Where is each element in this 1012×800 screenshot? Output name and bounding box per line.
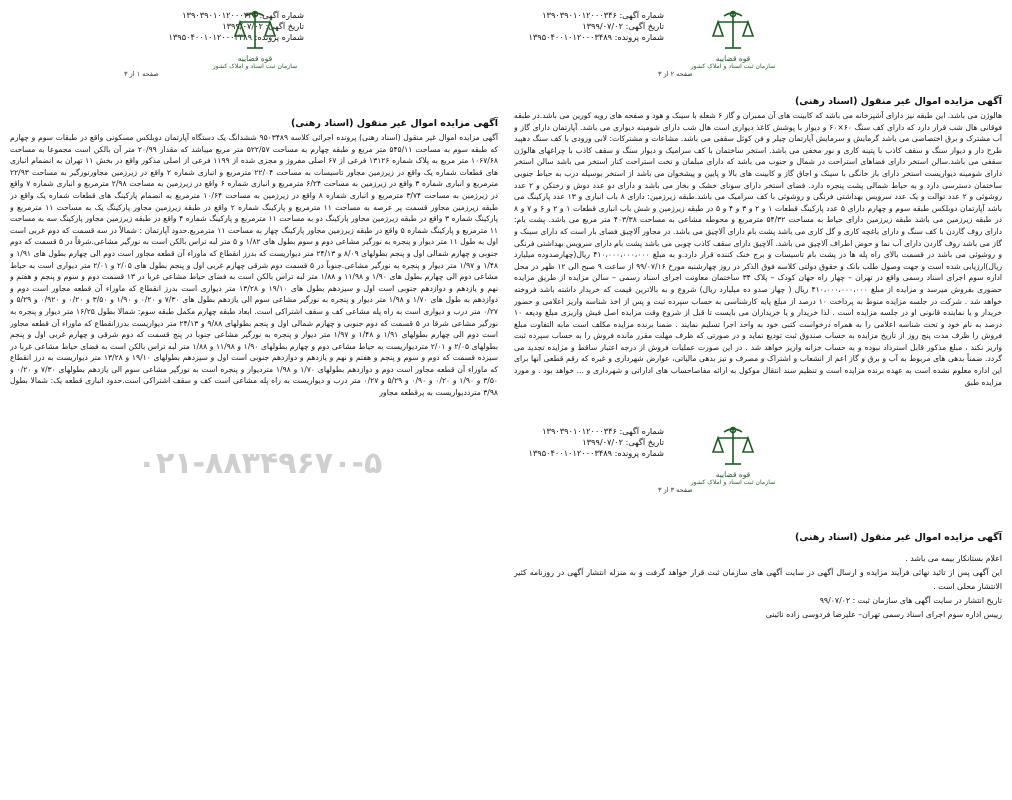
case-number: شماره پرونده: ۱۳۹۵۰۴۰۰۱۰۱۲۰۰۰۳۴۸۹ — [168, 32, 304, 42]
emblem-icon — [232, 8, 278, 54]
org-subtitle: سازمان ثبت اسناد و املاک کشور — [212, 63, 298, 70]
judiciary-emblem — [688, 424, 778, 496]
notice-number: شماره آگهی: ۱۳۹۰۳۹۰۱۰۱۲۰۰۰۳۴۶ — [542, 10, 664, 20]
org-name: قوه قضاییه — [715, 54, 751, 63]
page-number: صفحه ۲ از ۳ — [658, 70, 693, 78]
judiciary-emblem — [210, 8, 300, 80]
page-three — [508, 422, 1008, 622]
case-number: شماره پرونده: ۱۳۹۵۰۴۰۰۱۰۱۲۰۰۰۳۴۸۹ — [528, 448, 664, 458]
emblem-icon — [710, 424, 756, 470]
page-one — [4, 6, 504, 486]
notice-date: تاریخ آگهی: ۱۳۹۹/۰۷/۰۲ — [582, 437, 664, 447]
notice-body: آگهی مزایده اموال غیر منقول (اسناد رهنی) پرونده اجرائی کلاسه ۹۵۰۳۴۸۹ ششدانگ یک دستگاه آپارتمان دوبلکس مسکونی واقع در طبقات سوم و چهارم که طبقه سوم به مساحت ۵۴۵/۱۱ متر مربع و طبقه چهارم به مساحت ۵۲۲/۵۷ متر مربع میباشد که مقدار ۲۰/۹۹ متر آن بالکن است مجموعا به مساحت ۱۰۶۷/۶۸ متر مربع به پلاک شماره ۱۳۱۲۶ فرعی از ۶۷ اصلی مفروز و مجزی شده از ۱۱۹۹ فرعی از اصلی مذکور واقع در بخش ۱۱ تهران به انضمام انباری های قطعات شماره یک واقع در زیرزمین مجاور تاسیسات به مساحت ۲۲/۰۴ مترمربع و انباری شماره ۲ واقع در زیرزمین مجاورنورگیر به مساحت ۲۲/۹۳ مترمربع و انباری شماره ۳ واقع در زیرزمین به مساحت ۶/۲۴ مترمربع و انباری شماره ۶ واقع در زیرزمین به مساحت ۲/۹۸ مترمربع و انباری شماره ۷ واقع در زیرزمین به مساحت ۳/۷۴ مترمربع و انباری شماره ۸ واقع در زیرزمین به مساحت ۱۰/۶۴ مترمربع به انضمام پارکینگ های قطعات شماره یک واقع در طبقه زیرزمین مجاور قسمت پر عرصه به مساحت ۱۱ مترمربع و پارکینگ شماره ۲ واقع در طبقه زیرزمین مجاور پارکینگ یک به مساحت ۱۱ مترمربع و پارکینگ شماره ۳ واقع در طبقه زیرزمین مجاور پارکینگ دو به مساحت ۱۱ مترمربع و پارکینگ شماره ۴ واقع در طبقه زیرزمین مجاور پارکینگ سه به مساحت ۱۱ مترمربع و پارکینگ شماره ۵ واقع در طبقه زیرزمین مجاور پارکینگ چهار به مساحت ۱۱ مترمربع.حدود آپارتمان : شمالاً در سه قسمت که دوم غربی است اول به طول ۱۱ متر دیوار و پنجره به نورگیر مشاعی دوم و سوم بطول های ۱/۸۲ و ۵ متر لبه تراس بالکن است به نورگیر مشاعی.شرقاً در ۵ قسمت که دوم جنوبی و چهارم شمالی اول و پنجم بطولهای ۸/۰۹ و ۲۴/۱۳ متر دیواریست که بدرز انقطاع که ماوراء آن قطعه مجاور است دوم الی چهارم بطول های ۱/۹۱ و ۱/۴۸ و ۱/۹۷ متر دیوار و پنجره به نورگیر مشاعی.جنوباً در ۵ قسمت دوم شرقی چهارم غربی اول و پنجم بطول های ۲/۰۵ و ۲/۰۱ متر دیواری است به حیاط مشاعی دوم الی چهارم بطول های ۱/۹۰ و ۱۱/۹۸ و ۱/۸۸ متر لبه تراس بالکن است به فضای حیاط مشاعی غربا در ۱۳ قسمت دوم و سوم و پنجم و هفتم و نهم و یازدهم و دوازدهم جنوبی است اول و سیزدهم بطول های ۱۹/۱۰ و ۱۳/۲۸ متر دیواری است بدرز انقطاع که ماوراء آن قطعه مجاور است دوم و دوازدهم به طول های ۱/۷۰ و ۱/۹۸ متر دیوار و پنجره به نورگیر مشاعی سوم الی یازدهم بطول های ۷/۳۰ و ۰/۲۰ و ۱/۹۰ و ۳/۵۰ و ۰/۲۰ و ۰/۹۲۰ و ۵/۲۹ و ۰/۲۷ متر درب و دیواری است به راه پله مشاعی کف و سقف اشتراکی است. ابعاد طبقه چهارم مکمل طبقه سوم: شمالا بطول ۱۶/۲۵ متر دیوار و پنجره به نورگیر مشاعی شرقا در ۵ قسمت که دوم جنوبی و چهارم شمالی اول و پنجم بطولهای ۹/۸۸ و ۲۴/۱۳ متر دیواریست بدرزانقطاع که ماوراء آن قطعه مجاور است دوم الی چهارم بطولهای ۱/۹۱ و ۱/۴۸ و ۱/۹۷ متر دیوار و پنجره به نورگیر مشاعی جنوبا در پنج قسمت که دوم شرقی و چهارم غربی اول و پنجم بطولهای ۲/۰۵ و ۲/۰۱ متردیواریست به حیاط مشاعی دوم و چهارم بطولهای ۱/۹۰ و ۱۱/۹۸ و ۱/۸۸ متر لبه تراس بالکن است به فضای حیاط مشاعی غربا در سیزده قسمت که دوم و سوم و پنجم و هفتم و نهم و یازدهم و دوازدهم جنوبی است اول و سیزدهم بطولهای ۱۹/۱۰ و ۱۳/۲۸ متر دیواریست به درز انقطاع که ماوراء آن قطعه مجاور است دوم و دوازدهم بطولهای ۱/۷۰ و ۱/۹۸ متردیوار و پنجره است به نورگیر مشاعی سوم الی یازدهم بطولهای ۷/۳۰ و ۰/۲۰ و ۳/۵۰ و ۱/۹۰ و ۰/۲۰ و ۰/۹۰ و ۵/۲۹ و ۰/۲۷ متر درب و دیواریست به راه پله مشاعی است کف و سقف اشتراکی است.حدود انباری قطعه یک: شمالا بطول ۳/۹۸ مترددیواریست به پرقطعه مجاور — [10, 133, 498, 398]
page-number: صفحه ۱ از ۳ — [124, 70, 159, 78]
notice-number: شماره آگهی: ۱۳۹۰۳۹۰۱۰۱۲۰۰۰۳۴۶ — [182, 10, 304, 20]
org-name: قوه قضاییه — [237, 54, 273, 63]
page-title: آگهی مزایده اموال غیر منقول (اسناد رهنی) — [794, 96, 1002, 107]
page-two — [508, 6, 1008, 398]
closing-line: این آگهی پس از تائید نهائی فرآیند مزایده و ارسال آگهی در سایت آگهی های سازمان ثبت قرار خواهد گرفت و به منزله انتشار آگهی در روزنامه کثیر الانتشار محلی است . — [514, 568, 1002, 591]
closing-line: رییس اداره سوم اجرای اسناد رسمی تهران– علیرضا فردوسی زاده نائینی — [765, 610, 1002, 619]
page-title: آگهی مزایده اموال غیر منقول (اسناد رهنی) — [290, 118, 498, 129]
org-subtitle: سازمان ثبت اسناد و املاک کشور — [690, 479, 776, 486]
notice-closing — [514, 552, 1002, 622]
org-subtitle: سازمان ثبت اسناد و املاک کشور — [690, 63, 776, 70]
notice-body: هالوژن می باشد. این طبقه نیز دارای آشپزخانه می باشد که کابینت های آن ممبران و گاز ۶ شعله با سینک و هود و صفحه های رویه کورین می باشد.در طبقه فوقانی هال شب قرار دارد که دارای کف سنگ ۶۰×۶۰ و دیوار با پوشش کاغذ دیواری است هال شب دارای شومینه دیواری می باشد. آپارتمان دارای گاز و آب مشترک و برق اختصاصی می باشد گرمایش و سرمایش آپارتمان چیلر و فن کوئل سقفی می باشد. مشاعات و مشترکات: لابی ورودی با کف سنگ دهپید طرح دار و دیوار سنگ و سقف کاذب با پتینه کاری و نور مخفی می باشد. استخر ساختمان با کف سرامیک و دیوار سنگ و سقف کاذب با چراغهای هالوژن سقفی می باشد.سالن استخر دارای فضاهای استراحت در شمال و جنوب می باشد که دارای مبلمان و تخت استراحت کنار استخر می باشد سالن استخر دارای شومینه دیواریست استخر دارای بار خانگی با سینک و اجاق گاز و کابینت های بالا و پایین و پیشخوان می باشد از استخر بوسیله درب به حیاط جنوبی ساختمان دسترسی دارد و به حیاط شمالی پشت پنجره دارد. فضای استخر دارای سونای خشک و بخار می باشد و دارای دو عدد دوش و رختکن و ۲ عدد روشوئی و ۲ عدد توالت و یک عدد سرویس بهداشتی فرنگی و روشوئی با کف سرامیک می باشد.طبقه زیرزمین: دارای ۸ باب انباری و ۱۳ عدد پارکینگ می باشد آپارتمان دوبلکس طبقه سوم و چهارم دارای ۵ عدد پارکینگ قطعات ۱ و ۲ و ۳ و ۴ و ۵ در طبقه زیرزمین و شش باب انباری قطعات ۱ و ۲ و ۶ و ۷ و ۸ در طبقه زیرزمین می باشد طبقه زیرزمین دارای حیاط به مساحت ۵۴/۳۲ مترمربع و محوطه مشاعی به مساحت ۴۰۳/۳۸ متر مربع می باشد. پشت بام: دارای روف گاردن با کف سنگ و دارای باغچه کاری و گل کاری می باشد پشت بام دارای آلاچیق می باشد. در مجاور آلاچیق فضای بار است که دارای سینک و گاز می باشد روف گاردن دارای آب نما و حوض اطراف آلاچیق می باشد. آلاچیق دارای سقف کاذب چوبی می باشد پشت بام دارای سرویس بهداشتی فرنگی و روشوئی می باشد در قسمت بالای راه پله ها در پشت بام تاسیسات و برج خنک کننده قرار دارد.و به مبلغ ۴۱۰،۰۰۰،۰۰۰،۰۰۰ ریال(چهارصدوده میلیارد ریال)ارزیابی شده است و جهت وصول طلب بانک و حقوق دولتی کلاسه فوق الذکر در روز چهارشنبه مورخ ۹۹/۰۷/۱۶ از ساعت ۹ صبح الی ۱۲ ظهر در محل اداره سوم اجرای اسناد رسمی واقع در تهران – چهار راه جهان کودک – پلاک ۳۴ ساختمان معاونت اجرای اسناد رسمی – سالن مزایده از طریق مزایده حضوری بفروش میرسد و مزایده از مبلغ ۴۱۰،۰۰۰،۰۰۰،۰۰۰ ریال ( چهار صدو ده میلیارد ریال) شروع و به بالاترین قیمت که خریدار داشته باشد فروخته خواهد شد . شرکت در جلسه مزایده منوط به پرداخت ۱۰ درصد از مبلغ پایه کارشناسی به حساب سپرده ثبت و پس از اخذ شناسه واریز اعلامی و حضور خریدار و یا نماینده قانونی او در جلسه مزایده است . لذا خریدار و یا خریداران می بایست تا قبل از شروع وقت مزایده اصل فیش واریزی مبلغ ودیعه ۱۰ درصد به نام خود و تحت شناسه اعلامی را به همراه درخواست کتبی خود به واحد اجرا تسلیم نمایند . ضمنا برنده مزایده مکلف است مابه التفاوت مبلغ فروش را ظرف مدت پنج روز از تاریخ مزایده به حساب صندوق ثبت تودیع نماید و در صورتی که ظرف مهلت مقرر مانده فروش را به حساب سپرده ثبت واریز نکند ، مبلغ مذکور قابل استرداد نبوده و به حساب خزانه واریز خواهد شد . در این صورت عملیات فروش از درجه اعتبار ساقط و مزایده تجدید می گردد. ضمناً بدهی های مربوط به آب و برق و گاز اعم از انشعاب و اشتراک و مصرف و نیز بدهی مالیاتی، عوارض شهرداری و غیره که رقم قطعی آنها برای این اداره معلوم نشده است به عهده برنده مزایده است و تنظیم سند انتقال موکول به ارائه مفاصاحساب های اداراتی و شهرداری و ... خواهد بود . و مورد مزایده طبق — [514, 111, 1002, 387]
emblem-icon — [710, 8, 756, 54]
judiciary-emblem — [688, 8, 778, 80]
closing-line: اعلام بستانکار بیمه می باشد . — [905, 554, 1002, 563]
notice-number: شماره آگهی: ۱۳۹۰۳۹۰۱۰۱۲۰۰۰۳۴۶ — [542, 426, 664, 436]
notice-date: تاریخ آگهی: ۱۳۹۹/۰۷/۰۲ — [582, 21, 664, 31]
page-title: آگهی مزایده اموال غیر منقول (اسناد رهنی) — [794, 532, 1002, 543]
notice-meta — [514, 10, 664, 43]
notice-meta — [514, 426, 664, 459]
phone-watermark: ۰۲۱-۸۸۳۴۹۶۷۰-۵ — [137, 446, 383, 481]
case-number: شماره پرونده: ۱۳۹۵۰۴۰۰۱۰۱۲۰۰۰۳۴۸۹ — [528, 32, 664, 42]
notice-date: تاریخ آگهی: ۱۳۹۹/۰۷/۰۲ — [222, 21, 304, 31]
org-name: قوه قضاییه — [715, 470, 751, 479]
closing-line: تاریخ انتشار در سایت آگهی های سازمان ثبت : ۹۹/۰۷/۰۲ — [819, 596, 1002, 605]
page-number: صفحه ۳ از ۳ — [658, 486, 693, 494]
